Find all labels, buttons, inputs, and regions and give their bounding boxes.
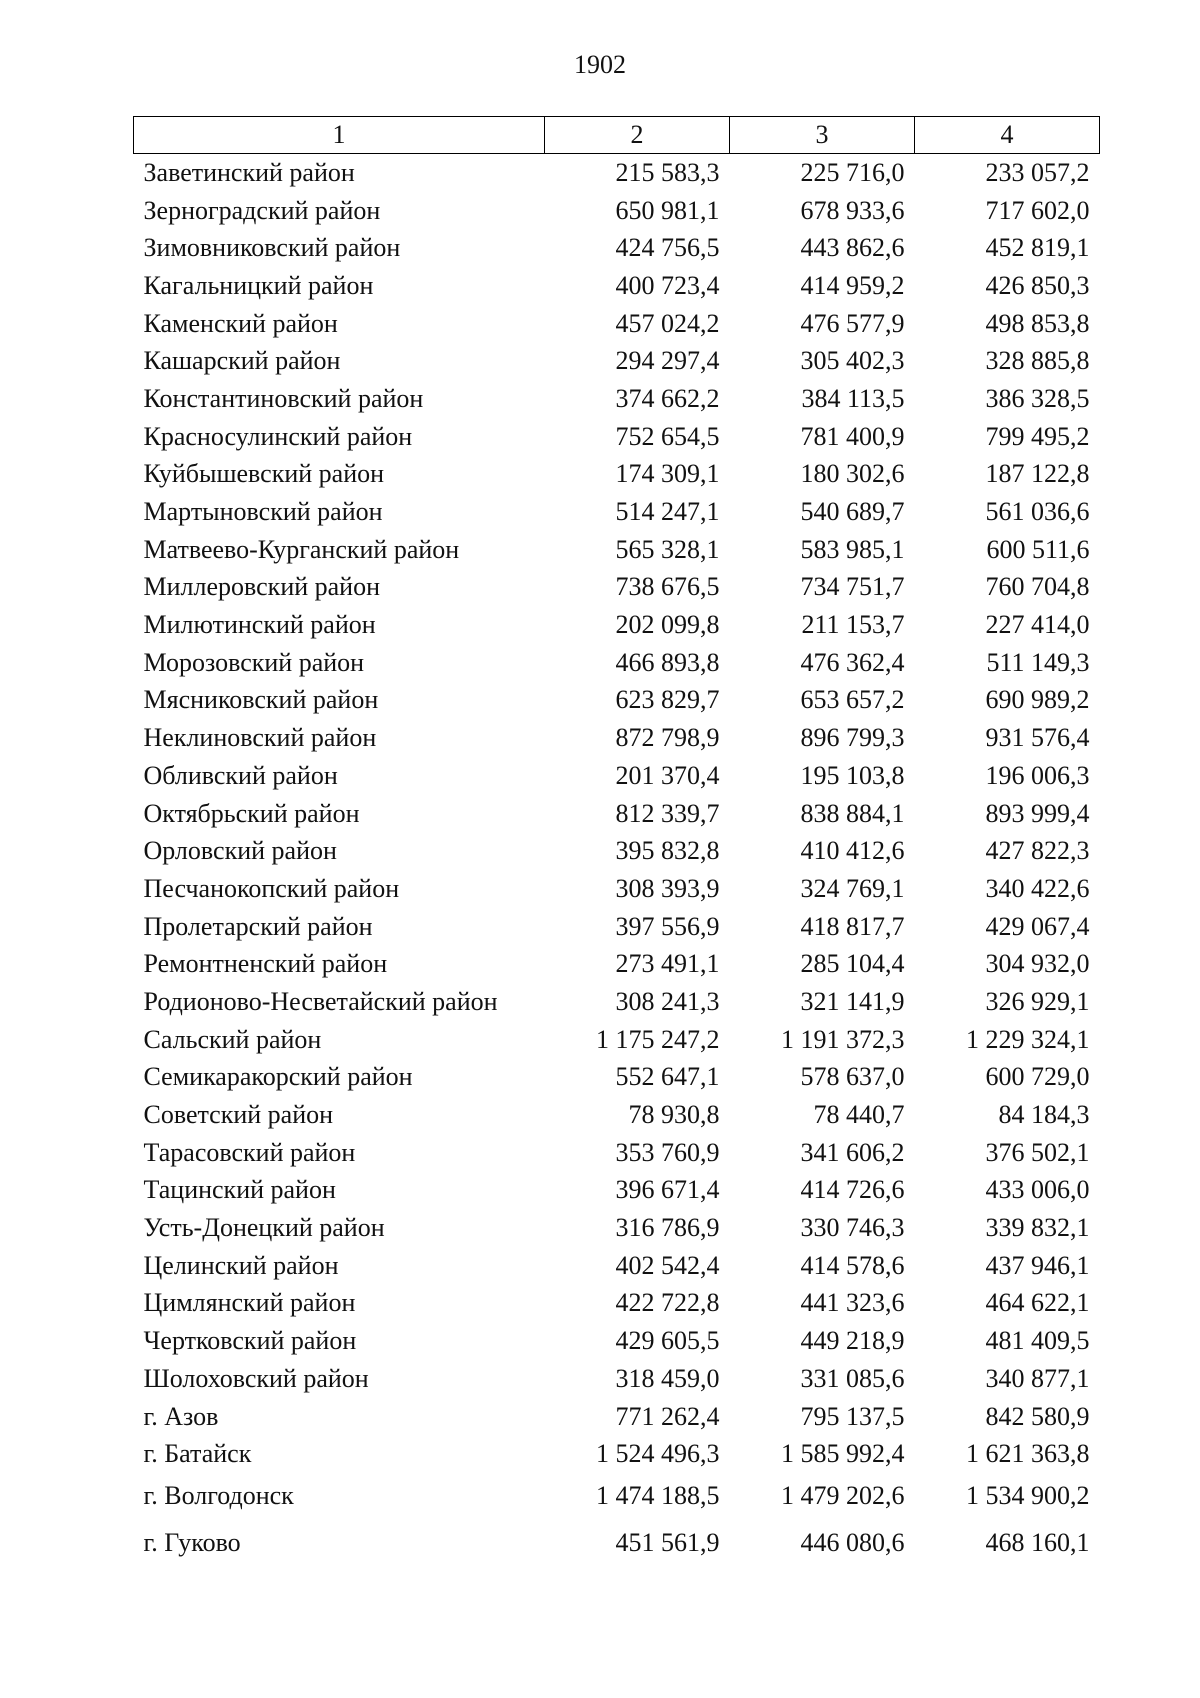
page-number: 1902 [574,50,626,79]
district-name-cell: Пролетарский район [143,911,373,941]
value-column-4-cell: 437 946,1 [985,1250,1090,1280]
value-column-3-cell: 324 769,1 [800,873,905,903]
value-column-3-cell: 653 657,2 [800,685,905,715]
table-body [134,154,1100,1568]
table-row [134,1209,1100,1247]
value-column-3-cell: 78 440,7 [813,1100,905,1130]
value-column-3-cell: 449 218,9 [800,1326,905,1356]
district-name-cell: Зерноградский район [143,195,381,225]
table-row [134,606,1100,644]
value-column-4-cell: 304 932,0 [985,949,1090,979]
value-column-2-cell: 514 247,1 [615,497,720,527]
value-column-4-cell: 931 576,4 [985,723,1090,753]
value-column-3-cell: 321 141,9 [800,986,905,1016]
value-column-3-cell: 583 985,1 [800,534,905,564]
value-column-2-cell: 623 829,7 [615,685,720,715]
value-column-4-cell: 328 885,8 [985,346,1090,376]
district-name-cell: Кагальницкий район [143,270,374,300]
value-column-2-cell: 429 605,5 [615,1326,720,1356]
district-name-cell: Песчанокопский район [143,873,400,903]
value-column-2-cell: 422 722,8 [615,1288,720,1318]
district-name-cell: Ремонтненский район [143,949,388,979]
value-column-2-cell: 466 893,8 [615,647,720,677]
table-row [134,1059,1100,1097]
table-row [134,1021,1100,1059]
value-column-2-cell: 395 832,8 [615,836,720,866]
table-row [134,644,1100,682]
value-column-3-cell: 414 726,6 [800,1175,905,1205]
value-column-3-cell: 285 104,4 [800,949,905,979]
district-name-cell: Тацинский район [143,1175,336,1205]
value-column-4-cell: 452 819,1 [985,233,1090,263]
value-column-2-cell: 78 930,8 [628,1100,720,1130]
value-column-3-cell: 441 323,6 [800,1288,905,1318]
value-column-4-cell: 842 580,9 [985,1401,1090,1431]
value-column-2-cell: 1 474 188,5 [596,1481,720,1511]
value-column-2-cell: 457 024,2 [615,308,720,338]
value-column-2-cell: 812 339,7 [615,798,720,828]
value-column-2-cell: 174 309,1 [615,459,720,489]
value-column-2-cell: 400 723,4 [615,270,720,300]
value-column-4-cell: 426 850,3 [985,270,1090,300]
value-column-4-cell: 717 602,0 [985,195,1090,225]
district-name-cell: Шолоховский район [143,1363,369,1393]
value-column-4-cell: 468 160,1 [985,1528,1090,1558]
value-column-2-cell: 402 542,4 [615,1250,720,1280]
value-column-2-cell: 294 297,4 [615,346,720,376]
value-column-4-cell: 326 929,1 [985,986,1090,1016]
table-row [134,154,1100,192]
district-name-cell: Орловский район [143,836,337,866]
value-column-4-cell: 760 704,8 [985,572,1090,602]
table-row [134,1519,1100,1567]
value-column-2-cell: 374 662,2 [615,383,720,413]
table-row [134,1247,1100,1285]
district-name-cell: Неклиновский район [143,723,377,753]
table-row [134,569,1100,607]
value-column-4-cell: 433 006,0 [985,1175,1090,1205]
value-column-4-cell: 1 229 324,1 [966,1024,1090,1054]
value-column-3-cell: 1 191 372,3 [781,1024,905,1054]
table-row [134,229,1100,267]
district-name-cell: Октябрьский район [143,798,360,828]
value-column-2-cell: 1 524 496,3 [596,1439,720,1469]
value-column-3-cell: 476 362,4 [800,647,905,677]
value-column-3-cell: 341 606,2 [800,1137,905,1167]
table-row [134,1172,1100,1210]
table-row [134,493,1100,531]
district-name-cell: Мясниковский район [143,685,379,715]
table-row [134,418,1100,456]
table-row [134,682,1100,720]
table-row [134,1134,1100,1172]
value-column-3-cell: 578 637,0 [800,1062,905,1092]
table-row [134,1322,1100,1360]
value-column-3-cell: 384 113,5 [801,383,905,413]
column-header-1: 1 [134,117,545,154]
table-row [134,757,1100,795]
value-column-3-cell: 476 577,9 [800,308,905,338]
district-name-cell: Красносулинский район [143,421,413,451]
table-row [134,1473,1100,1519]
value-column-3-cell: 225 716,0 [800,157,905,187]
column-header-4: 4 [915,117,1100,154]
table-row [134,1398,1100,1436]
district-name-cell: г. Гуково [143,1528,241,1558]
value-column-3-cell: 781 400,9 [800,421,905,451]
value-column-3-cell: 414 959,2 [800,270,905,300]
value-column-4-cell: 339 832,1 [985,1213,1090,1243]
value-column-4-cell: 340 877,1 [985,1363,1090,1393]
value-column-3-cell: 410 412,6 [800,836,905,866]
value-column-2-cell: 738 676,5 [615,572,720,602]
value-column-3-cell: 1 585 992,4 [781,1439,905,1469]
table-row [134,832,1100,870]
value-column-3-cell: 540 689,7 [800,497,905,527]
district-name-cell: Каменский район [143,308,338,338]
table-row [134,1435,1100,1473]
value-column-2-cell: 308 393,9 [615,873,720,903]
value-column-2-cell: 215 583,3 [615,157,720,187]
value-column-4-cell: 511 149,3 [986,647,1090,677]
value-column-3-cell: 180 302,6 [800,459,905,489]
value-column-4-cell: 196 006,3 [985,760,1090,790]
value-column-4-cell: 427 822,3 [985,836,1090,866]
value-column-2-cell: 752 654,5 [615,421,720,451]
value-column-4-cell: 227 414,0 [985,610,1090,640]
district-name-cell: Милютинский район [143,610,376,640]
table-row [134,1360,1100,1398]
value-column-4-cell: 1 534 900,2 [966,1481,1090,1511]
table-row [134,456,1100,494]
value-column-2-cell: 308 241,3 [615,986,720,1016]
value-column-2-cell: 273 491,1 [615,949,720,979]
value-column-3-cell: 443 862,6 [800,233,905,263]
value-column-2-cell: 552 647,1 [615,1062,720,1092]
value-column-3-cell: 678 933,6 [800,195,905,225]
table-row [134,531,1100,569]
table-row [134,983,1100,1021]
table-row [134,870,1100,908]
value-column-3-cell: 330 746,3 [800,1213,905,1243]
value-column-3-cell: 838 884,1 [800,798,905,828]
value-column-2-cell: 316 786,9 [615,1213,720,1243]
value-column-4-cell: 498 853,8 [985,308,1090,338]
value-column-2-cell: 424 756,5 [615,233,720,263]
district-name-cell: Куйбышевский район [143,459,385,489]
district-name-cell: Родионово-Несветайский район [143,986,498,1016]
value-column-3-cell: 414 578,6 [800,1250,905,1280]
district-name-cell: Обливский район [143,760,338,790]
table-row [134,908,1100,946]
value-column-4-cell: 799 495,2 [985,421,1090,451]
district-name-cell: Целинский район [143,1250,339,1280]
district-name-cell: Константиновский район [143,383,424,413]
value-column-4-cell: 386 328,5 [985,383,1090,413]
district-name-cell: Мартыновский район [143,497,383,527]
value-column-3-cell: 795 137,5 [800,1401,905,1431]
district-name-cell: Цимлянский район [143,1288,356,1318]
table-row [134,192,1100,230]
district-name-cell: Кашарский район [143,346,341,376]
value-column-3-cell: 211 153,7 [801,610,905,640]
table-row [134,267,1100,305]
value-column-2-cell: 650 981,1 [615,195,720,225]
value-column-4-cell: 84 184,3 [998,1100,1090,1130]
value-column-3-cell: 734 751,7 [800,572,905,602]
value-column-4-cell: 600 729,0 [985,1062,1090,1092]
value-column-3-cell: 305 402,3 [800,346,905,376]
value-column-4-cell: 1 621 363,8 [966,1439,1090,1469]
value-column-4-cell: 600 511,6 [986,534,1090,564]
value-column-4-cell: 481 409,5 [985,1326,1090,1356]
value-column-3-cell: 331 085,6 [800,1363,905,1393]
district-name-cell: Чертковский район [143,1326,357,1356]
value-column-3-cell: 1 479 202,6 [781,1481,905,1511]
value-column-4-cell: 340 422,6 [985,873,1090,903]
table-row [134,795,1100,833]
district-name-cell: Морозовский район [143,647,365,677]
value-column-2-cell: 318 459,0 [615,1363,720,1393]
table-row [134,945,1100,983]
district-name-cell: Матвеево-Курганский район [143,534,460,564]
value-column-3-cell: 195 103,8 [800,760,905,790]
value-column-4-cell: 187 122,8 [985,459,1090,489]
value-column-3-cell: 418 817,7 [800,911,905,941]
value-column-2-cell: 565 328,1 [615,534,720,564]
district-name-cell: Сальский район [143,1024,322,1054]
table-row [134,305,1100,343]
value-column-2-cell: 451 561,9 [615,1528,720,1558]
value-column-4-cell: 376 502,1 [985,1137,1090,1167]
district-name-cell: Заветинский район [143,157,355,187]
district-name-cell: Усть-Донецкий район [143,1213,385,1243]
value-column-2-cell: 1 175 247,2 [596,1024,720,1054]
district-name-cell: Зимовниковский район [143,233,401,263]
value-column-4-cell: 464 622,1 [985,1288,1090,1318]
district-name-cell: г. Азов [143,1401,219,1431]
district-name-cell: г. Батайск [143,1439,252,1469]
district-name-cell: Тарасовский район [143,1137,356,1167]
value-column-4-cell: 233 057,2 [985,157,1090,187]
budget-table [133,116,1100,1567]
table-row [134,719,1100,757]
district-name-cell: г. Волгодонск [143,1481,294,1511]
district-name-cell: Семикаракорский район [143,1062,413,1092]
column-header-2: 2 [545,117,730,154]
district-name-cell: Советский район [143,1100,334,1130]
value-column-2-cell: 771 262,4 [615,1401,720,1431]
value-column-4-cell: 893 999,4 [985,798,1090,828]
value-column-2-cell: 201 370,4 [615,760,720,790]
value-column-2-cell: 202 099,8 [615,610,720,640]
value-column-4-cell: 429 067,4 [985,911,1090,941]
header-row [134,117,1100,154]
value-column-3-cell: 896 799,3 [800,723,905,753]
table-row [134,1285,1100,1323]
table-row [134,342,1100,380]
value-column-2-cell: 396 671,4 [615,1175,720,1205]
value-column-4-cell: 561 036,6 [985,497,1090,527]
value-column-2-cell: 397 556,9 [615,911,720,941]
table-header [134,117,1100,154]
table-row [134,380,1100,418]
district-name-cell: Миллеровский район [143,572,381,602]
value-column-4-cell: 690 989,2 [985,685,1090,715]
column-header-3: 3 [730,117,915,154]
value-column-2-cell: 353 760,9 [615,1137,720,1167]
value-column-2-cell: 872 798,9 [615,723,720,753]
table-row [134,1096,1100,1134]
value-column-3-cell: 446 080,6 [800,1528,905,1558]
